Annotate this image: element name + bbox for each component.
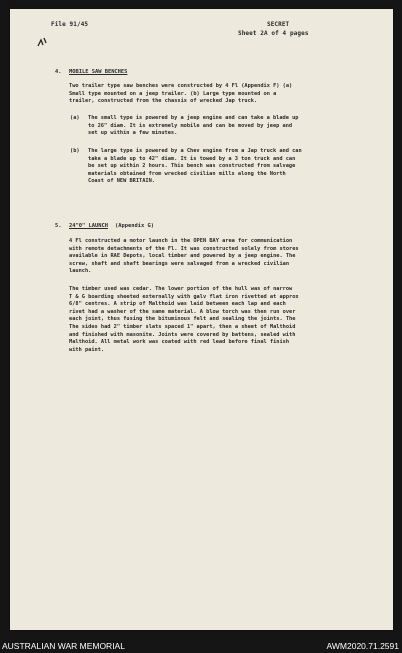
section-4-heading [55, 69, 215, 77]
text-line: each joint, thus fusing the bituminous felt and sealing the joints. The [69, 316, 296, 323]
section-4-paragraph [69, 83, 292, 106]
text-line: 4 Fl constructed a motor launch in the OPEN BAY area for communication [69, 238, 293, 244]
text-line: The timber used was cedar. The lower portion of the hull was of narrow [69, 286, 293, 292]
sheet-number: Sheet 2A of 4 pages [238, 30, 309, 37]
item-b-label: (b) [70, 148, 80, 154]
text-line: The large type is powered by a Chev engine from a Jap truck and can [88, 148, 302, 154]
text-line: with remote detachments of the Fl. It was constructed solely from stores [69, 245, 299, 252]
text-line: materials obtained from wrecked civilian mills along the North [88, 170, 286, 177]
item-a-text [88, 115, 298, 138]
section-title: 24"0" LAUNCH [69, 223, 108, 229]
text-line: to 26" diam. It is extremely mobile and can be moved by jeep and [88, 122, 293, 129]
text-line: trailer, constructed from the chassis of wrecked Jap truck. [69, 98, 258, 105]
section-5-heading [55, 223, 215, 231]
section-number: 5. [55, 223, 62, 229]
section-title: MOBILE SAW BENCHES [69, 69, 128, 75]
text-line: Malthoid. All metal work was coated with red lead before final finish [69, 339, 290, 346]
text-line: with paint. [69, 346, 105, 353]
text-line: launch. [69, 268, 92, 275]
appendix-reference: (Appendix G) [115, 223, 154, 229]
text-line: Coast of NEW BRITAIN. [88, 178, 155, 185]
item-a-label: (a) [70, 115, 80, 121]
section-5-paragraph-2 [69, 286, 299, 354]
text-line: The sides had 2" timber slats spaced 1" apart, then a sheet of Malthoid [69, 323, 296, 330]
text-line: take a blade up to 42" diam. It is towed by a 3 ton truck and can [88, 155, 296, 162]
text-line: set up within a few minutes. [88, 130, 178, 137]
footer-source: AUSTRALIAN WAR MEMORIAL [2, 641, 125, 651]
text-line: T & G boarding sheeted externally with galv flat iron rivetted at approx [69, 293, 299, 300]
item-b-text [88, 148, 302, 186]
pen-mark [36, 36, 48, 50]
footer-accession-number: AWM2020.71.2591 [326, 641, 399, 651]
text-line: rivet had a washer of the same material. A blow torch was then run over [69, 308, 296, 315]
text-line: be set up within 2 hours. This bench was constructed from salvage [88, 163, 296, 170]
file-reference: File 91/45 [51, 21, 89, 28]
text-line: Two trailer type saw benches were constructed by 4 Fl (Appendix F) (a) [69, 83, 293, 89]
text-line: Small type mounted on a jeep trailer. (b) Large type mounted on a [69, 90, 277, 97]
text-line: 6/8" centres. A strip of Malthoid was laid between each lap and each [69, 301, 286, 308]
document-page [10, 9, 393, 630]
section-5-paragraph-1 [69, 238, 299, 276]
text-line: The small type is powered by a jeep engine and can take a blade up [88, 115, 299, 121]
text-line: and finished with masonite. Joints were covered by battens, sealed with [69, 331, 296, 338]
classification: SECRET [267, 21, 290, 28]
text-line: screw, shaft and shaft bearings were salvaged from a wrecked civilian [69, 260, 290, 267]
section-number: 4. [55, 69, 62, 75]
text-line: available in RAE Depots, local timber and powered by a jeep engine. The [69, 253, 296, 260]
